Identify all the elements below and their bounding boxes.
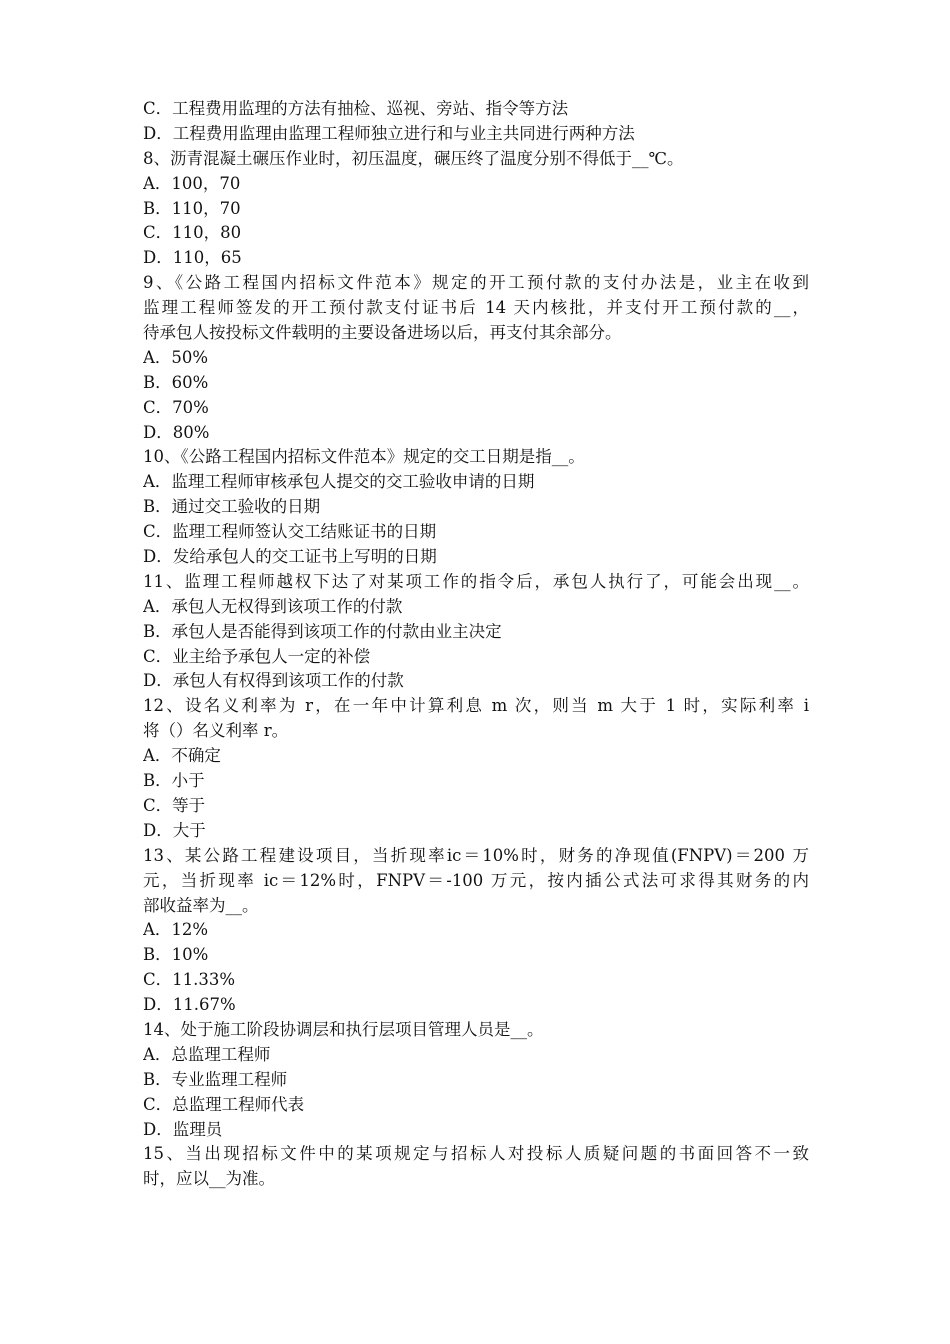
text-line: A．承包人无权得到该项工作的付款 xyxy=(143,596,403,616)
text-line: D．工程费用监理由监理工程师独立进行和与业主共同进行两种方法 xyxy=(143,123,635,143)
text-line: A．12% xyxy=(143,920,209,940)
text-line: 15、当出现招标文件中的某项规定与招标人对投标人质疑问题的书面回答不一致 xyxy=(143,1144,809,1164)
text-line: C．110，80 xyxy=(143,223,242,243)
text-line: C．业主给予承包人一定的补偿 xyxy=(143,646,371,666)
text-line: B．110，70 xyxy=(143,198,241,218)
text-line: B．60% xyxy=(143,372,209,392)
text-line: D．11.67% xyxy=(143,995,236,1015)
text-line: 14、处于施工阶段协调层和执行层项目管理人员是__。 xyxy=(143,1019,544,1039)
text-line: 待承包人按投标文件载明的主要设备进场以后，再支付其余部分。 xyxy=(143,323,622,343)
text-line: 元，当折现率 ic＝12%时，FNPV＝-100 万元，按内插公式法可求得其财务的内 xyxy=(143,870,809,890)
text-line: A．100，70 xyxy=(143,173,241,193)
text-line: C．11.33% xyxy=(143,970,236,990)
text-line: A．50% xyxy=(143,347,209,367)
text-line: C．工程费用监理的方法有抽检、巡视、旁站、指令等方法 xyxy=(143,99,569,118)
text-line: C．监理工程师签认交工结账证书的日期 xyxy=(143,522,437,542)
text-line: D．80% xyxy=(143,422,210,442)
text-line: 10、《公路工程国内招标文件范本》规定的交工日期是指__。 xyxy=(143,447,585,467)
text-line: D．110，65 xyxy=(143,248,242,268)
document-page xyxy=(143,97,809,1192)
text-line: B．专业监理工程师 xyxy=(143,1069,288,1089)
text-line: D．监理员 xyxy=(143,1119,223,1139)
text-line: 监理工程师签发的开工预付款支付证书后 14 天内核批，并支付开工预付款的__， xyxy=(143,298,809,318)
text-line: D．承包人有权得到该项工作的付款 xyxy=(143,671,404,691)
text-line: A．监理工程师审核承包人提交的交工验收申请的日期 xyxy=(143,472,535,492)
text-line: C．70% xyxy=(143,397,209,417)
text-line: A．不确定 xyxy=(143,746,221,766)
text-line: B．小于 xyxy=(143,771,205,791)
text-line: B．承包人是否能得到该项工作的付款由业主决定 xyxy=(143,621,502,641)
text-line: 11、监理工程师越权下达了对某项工作的指令后，承包人执行了，可能会出现__。 xyxy=(143,571,809,591)
text-line: C．等于 xyxy=(143,795,206,815)
text-line: D．大于 xyxy=(143,820,206,840)
text-line: 8、沥青混凝土碾压作业时，初压温度，碾压终了温度分别不得低于__℃。 xyxy=(143,148,684,168)
text-line: 9、《公路工程国内招标文件范本》规定的开工预付款的支付办法是，业主在收到 xyxy=(143,273,809,293)
text-line: B．通过交工验收的日期 xyxy=(143,497,321,517)
text-line: 将（）名义利率 r。 xyxy=(143,721,289,741)
text-line: 部收益率为__。 xyxy=(143,895,259,915)
text-line: D．发给承包人的交工证书上写明的日期 xyxy=(143,547,437,567)
text-line: 12、设名义利率为 r，在一年中计算利息 m 次，则当 m 大于 1 时，实际利率 i xyxy=(143,696,809,716)
text-line: B．10% xyxy=(143,945,209,965)
text-line: 13、某公路工程建设项目，当折现率ic＝10%时，财务的净现值(FNPV)＝200 万 xyxy=(143,845,809,865)
text-line: A．总监理工程师 xyxy=(143,1044,271,1064)
text-line: C．总监理工程师代表 xyxy=(143,1094,305,1114)
text-line: 时，应以__为准。 xyxy=(143,1169,275,1189)
